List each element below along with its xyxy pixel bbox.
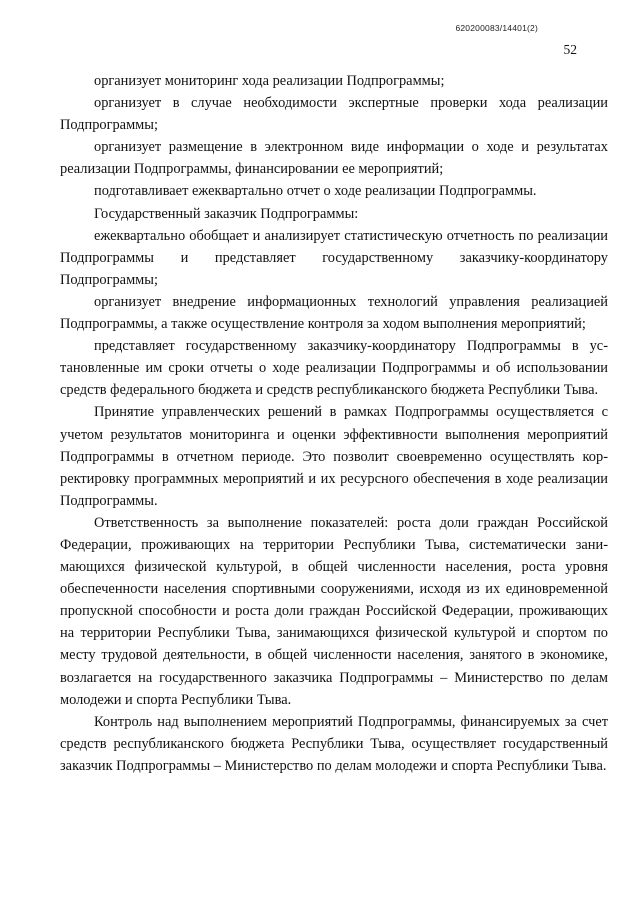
paragraph: ежеквартально обобщает и анализирует статистическую отчетность по реализации Подпрограммы и представляет государственному заказчику-координатору Подпрограммы; bbox=[60, 227, 608, 288]
paragraph: Контроль над выполнением мероприятий Подпрограммы, финансируемых за счет средств республиканского бюджета Республики Тыва, осуществляет государственный заказчик Подпрограммы – Министерство по делам молодежи и спорта Республики Тыва. bbox=[60, 713, 608, 774]
paragraph: Государственный заказчик Подпрограммы: bbox=[94, 205, 359, 222]
paragraph: организует размещение в электронном виде информации о ходе и результатах реализации Подпрограммы, финансировании ее мероприятий; bbox=[60, 139, 608, 178]
paragraph: организует внедрение информационных технологий управления реализацией Подпрограммы, а также осуществление контроля за ходом выполнения мероприятий; bbox=[60, 293, 608, 333]
body-text bbox=[60, 70, 608, 777]
paragraph: Ответственность за выполнение показателей: роста доли граждан Российской Федерации, проживающих на территории Республики Тыва, систематически занимающихся физической культурой, в общей численности населения, роста уровня обеспеченности населения спортивными сооружениями, исходя из их единовременной пропускной способности и роста доли граждан Российской Федерации, проживающих на территории Республики Тыва, занимающихся физической культурой и спортом по месту трудовой деятельности, в общей численности населения, занятого в экономике, возлагается на государственного заказчика Подпрограммы – Министерство по делам молодежи и спорта Республики Тыва. bbox=[60, 514, 608, 708]
paragraph: Принятие управленческих решений в рамках Подпрограммы осуществляется с учетом результатов мониторинга и оценки эффективности выполнения мероприятий Подпрограммы в отчетном периоде. Это позволит своевременно осуществлять корректировку программных мероприятий и их ресурсного обеспечения в ходе реализации Подпрограммы. bbox=[60, 404, 608, 509]
paragraph: представляет государственному заказчику-координатору Подпрограммы в установленные им сроки отчеты о ходе реализации Подпрограммы и об использовании средств федерального бюджета и средств республиканского бюджета Республики Тыва. bbox=[60, 338, 608, 399]
paragraph: организует в случае необходимости экспертные проверки хода реализации Подпрограммы; bbox=[60, 95, 608, 134]
paragraph: подготавливает ежеквартально отчет о ходе реализации Подпрограммы. bbox=[94, 183, 537, 200]
paragraph: организует мониторинг хода реализации Подпрограммы; bbox=[94, 73, 445, 89]
document-id: 620200083/14401(2) bbox=[455, 23, 538, 33]
page-number: 52 bbox=[563, 42, 577, 57]
